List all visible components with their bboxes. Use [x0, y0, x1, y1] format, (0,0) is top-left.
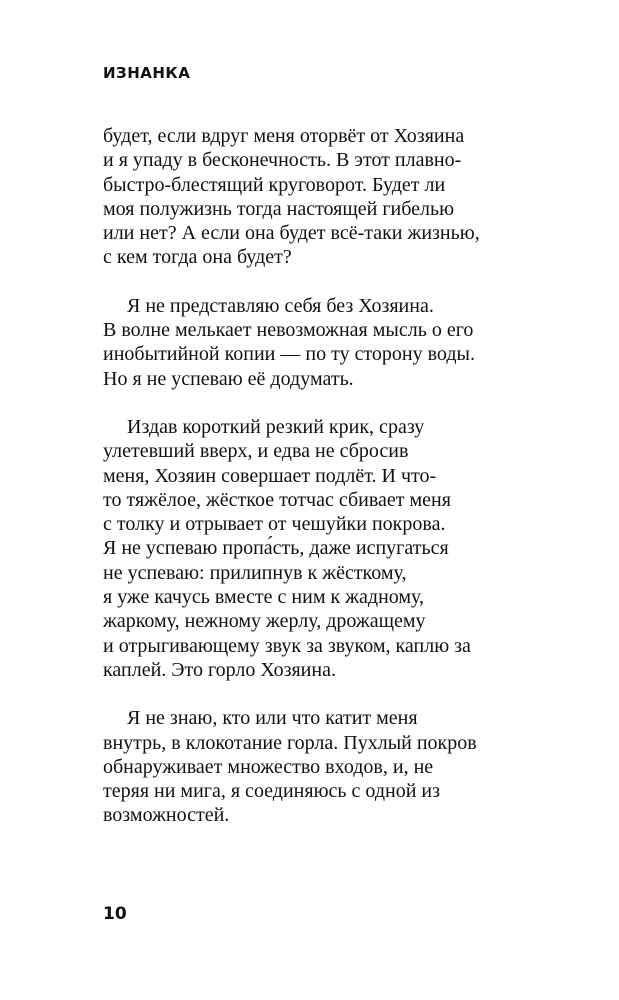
- text-line: каплей. Это горло Хозяина.: [103, 658, 336, 681]
- text-line: с толку и отрывает от чешуйки покрова.: [103, 513, 446, 536]
- text-line: и отрыгивающему звук за звуком, каплю за: [103, 634, 471, 657]
- text-line: и я упаду в бесконечность. В этот плавно-: [103, 149, 462, 172]
- paragraph-1: [103, 124, 523, 270]
- text-line: жаркому, нежному жерлу, дрожащему: [103, 610, 426, 633]
- text-line: Я не знаю, кто или что катит меня: [127, 707, 418, 730]
- text-line: моя полужизнь тогда настоящей гибелью: [103, 197, 455, 220]
- text-line: В волне мелькает невозможная мысль о его: [103, 319, 474, 342]
- paragraph-4: [103, 706, 523, 827]
- text-line: Я не успеваю пропа́сть, даже испугаться: [103, 537, 449, 560]
- paragraph-3: [103, 415, 523, 682]
- text-line: то тяжёлое, жёсткое тотчас сбивает меня: [103, 488, 451, 511]
- text-line: меня, Хозяин совершает подлёт. И что-: [103, 464, 437, 487]
- text-line: будет, если вдруг меня оторвёт от Хозяина: [103, 125, 465, 147]
- text-line: возможностей.: [103, 804, 230, 827]
- text-line: инобытийной копии — по ту сторону воды.: [103, 343, 475, 366]
- text-line: Издав короткий резкий крик, сразу: [127, 415, 425, 438]
- text-line: обнаруживает множество входов, и, не: [103, 755, 434, 778]
- page-number: 10: [103, 904, 127, 924]
- text-line: не успеваю: прилипнув к жёсткому,: [103, 561, 407, 584]
- paragraph-2: [103, 294, 523, 391]
- running-head: ИЗНАНКА: [103, 64, 191, 82]
- text-line: улетевший вверх, и едва не сбросив: [103, 440, 409, 463]
- text-line: я уже качусь вместе с ним к жадному,: [103, 586, 425, 609]
- text-line: с кем тогда она будет?: [103, 246, 292, 269]
- text-line: или нет? А если она будет всё-таки жизнью,: [103, 222, 480, 245]
- text-line: теряя ни мига, я соединяюсь с одной из: [103, 780, 441, 803]
- text-line: внутрь, в клокотание горла. Пухлый покров: [103, 731, 477, 754]
- text-line: Я не представляю себя без Хозяина.: [127, 294, 434, 317]
- text-line: Но я не успеваю её додумать.: [103, 367, 354, 390]
- text-line: быстро-блестящий круговорот. Будет ли: [103, 173, 446, 196]
- body-text: [103, 124, 523, 828]
